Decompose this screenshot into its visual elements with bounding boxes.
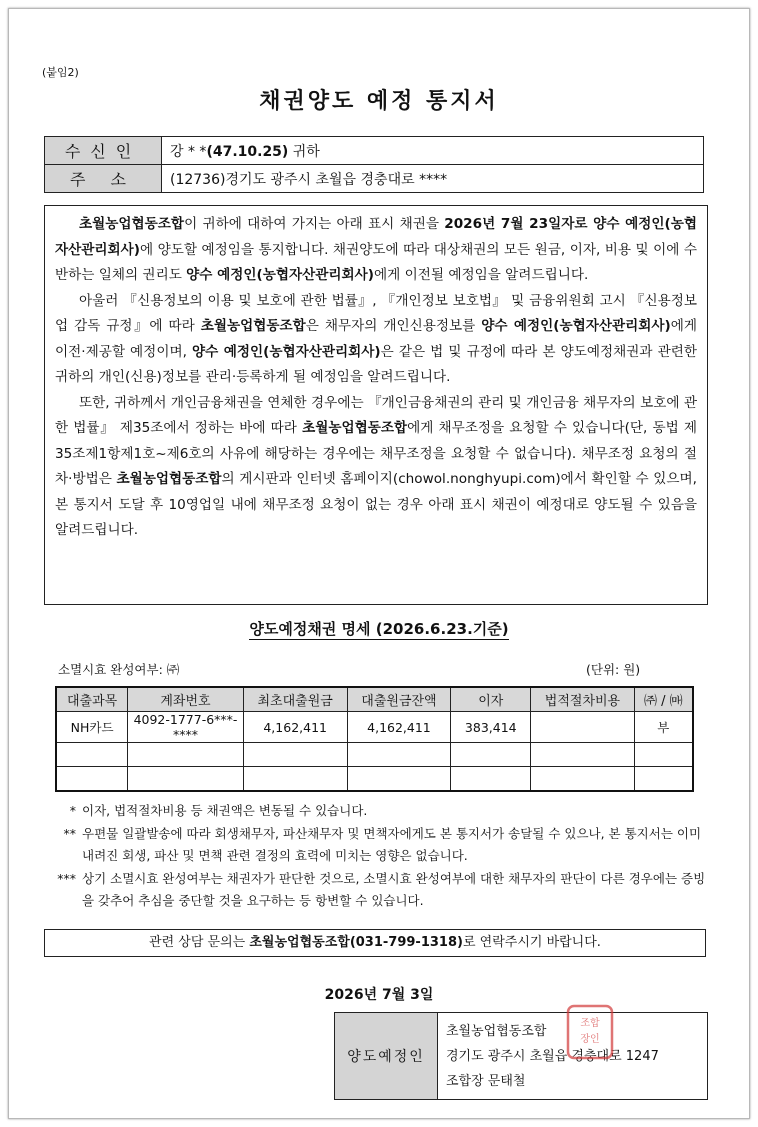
body-paragraph-3: 또한, 귀하께서 개인금융채권을 연체한 경우에는 『개인금융채권의 관리 및 개인금융 채무자의 보호에 관한 법률』 제35조에서 정하는 바에 따라 초월농업협동조합에게 채무조정을 요청할 수 있습니다(단, 동법 제35조제1항제1호~제6호의 사유에 해당하는 경우에는 채무조정을 요청할 수 없습니다). 채무조정 요청의 절차·방법은 초월농업협동조합의 게시판과 인터넷 홈페이지(chowol.nonghyupi.com)에서 확인할 수 있으며, 본 통지서 도달 후 10영업일 내에 채무조정 요청이 없는 경우 아래 표시 채권이 예정대로 양도될 수 있음을 알려드립니다.: [55, 394, 697, 538]
header-cell: 이자: [451, 687, 531, 712]
table-cell: [128, 743, 244, 767]
table-row: [56, 767, 693, 792]
table-row: [56, 743, 693, 767]
table-cell: [243, 743, 347, 767]
recipient-name: 강 * *: [170, 143, 207, 160]
sender-org: 초월농업협동조합: [446, 1023, 547, 1039]
table-cell: [531, 712, 634, 743]
table-cell: [56, 743, 128, 767]
issue-date: 2026년 7월 3일: [324, 987, 434, 1003]
footnote: [52, 868, 712, 913]
table-cell: 383,414: [451, 712, 531, 743]
table-cell: [531, 743, 634, 767]
table-cell: NH카드: [56, 712, 128, 743]
recipient-birth: (47.10.25): [206, 143, 289, 160]
address-row: [45, 165, 704, 193]
document-title: 채권양도 예정 통지서: [259, 89, 499, 114]
table-header-row: [56, 687, 693, 712]
footnotes: [52, 800, 712, 913]
body-paragraph-1: 초월농업협동조합이 귀하에 대하여 가지는 아래 표시 채권을 2026년 7월 23일자로 양수 예정인(농협자산관리회사)에 양도할 예정임을 통지합니다. 채권양도에 따라 대상채권의 모든 원금, 이자, 비용 및 이에 수반하는 일체의 권리도 양수 예정인(농협자산관리회사)에게 이전될 예정임을 알려드립니다.: [55, 216, 698, 283]
sender-row: [335, 1013, 708, 1100]
header-cell: 법적절차비용: [531, 687, 634, 712]
footnote: [52, 800, 712, 823]
header-cell: 대출과목: [56, 687, 128, 712]
header-cell: 최초대출원금: [243, 687, 347, 712]
sender-representative: 조합장 문태철: [446, 1073, 526, 1089]
footnote-mark: ***: [57, 870, 76, 886]
header-cell: 계좌번호: [128, 687, 244, 712]
statement-title: 양도예정채권 명세 (2026.6.23.기준): [249, 620, 509, 638]
footnote-text: 이자, 법적절차비용 등 채권액은 변동될 수 있습니다.: [82, 803, 368, 818]
table-cell: [451, 767, 531, 792]
table-cell: 4,162,411: [243, 712, 347, 743]
svg-text:조합: 조합: [580, 1018, 600, 1029]
attachment-label: (붙임2): [42, 66, 79, 79]
address-value: (12736)경기도 광주시 초월읍 경충대로 ****: [162, 165, 704, 193]
table-cell: [531, 767, 634, 792]
unit-label: (단위: 원): [586, 662, 641, 677]
table-cell: [347, 743, 451, 767]
table-cell: [451, 743, 531, 767]
table-cell: [634, 767, 693, 792]
table-cell: [243, 767, 347, 792]
svg-text:장인: 장인: [580, 1034, 600, 1045]
contact-phone: 초월농업협동조합(031-799-1318): [249, 935, 463, 950]
footnote-mark: **: [63, 825, 76, 841]
address-label: 주 소: [45, 165, 162, 193]
recipient-value: [162, 137, 704, 165]
table-cell: [347, 767, 451, 792]
header-cell: 대출원금잔액: [347, 687, 451, 712]
recipient-label: 수신인: [45, 137, 162, 165]
contact-box: 관련 상담 문의는 초월농업협동조합(031-799-1318)로 연락주시기 바랍니다.: [44, 929, 706, 957]
recipient-table: [44, 136, 704, 193]
footnote-mark: *: [69, 803, 76, 818]
table-row: [56, 712, 693, 743]
table-cell: [128, 767, 244, 792]
recipient-suffix: 귀하: [288, 143, 320, 160]
sender-address: 경기도 광주시 초월읍 경충대로 1247: [446, 1048, 659, 1064]
notice-body: [44, 205, 708, 605]
claims-table: [55, 686, 694, 792]
header-cell: ㈜ / ㈒: [634, 687, 693, 712]
footnote-text: 우편물 일괄발송에 따라 회생채무자, 파산채무자 및 면책자에게도 본 통지서가 송달될 수 있으나, 본 통지서는 이미 내려진 회생, 파산 및 면책 관련 결정의 효력에 미치는 영향은 없습니다.: [82, 825, 702, 863]
recipient-row: [45, 137, 704, 165]
official-seal-icon: [566, 1004, 614, 1060]
sender-table: [334, 1012, 708, 1100]
footnote-text: 상기 소멸시효 완성여부는 채권자가 판단한 것으로, 소멸시효 완성여부에 대한 채무자의 판단이 다른 경우에는 증빙을 갖추어 추심을 중단할 것을 요구하는 등 항변할 수 있습니다.: [82, 870, 706, 908]
table-cell: [56, 767, 128, 792]
table-cell: 부: [634, 712, 693, 743]
body-paragraph-2: 아울러 『신용정보의 이용 및 보호에 관한 법률』, 『개인정보 보호법』 및 금융위원회 고시 『신용정보업 감독 규정』에 따라 초월농업협동조합은 채무자의 개인신용정보를 양수 예정인(농협자산관리회사)에게 이전·제공할 예정이며, 양수 예정인(농협자산관리회사)은 같은 법 및 규정에 따라 본 양도예정채권과 관련한 귀하의 개인(신용)정보를 관리·등록하게 될 예정임을 알려드립니다.: [55, 292, 697, 385]
table-cell: 4,162,411: [347, 712, 451, 743]
sender-label: 양도예정인: [335, 1013, 438, 1100]
footnote: [52, 823, 712, 868]
prescription-status: 소멸시효 완성여부: ㈜: [58, 662, 180, 677]
table-cell: [634, 743, 693, 767]
table-cell: 4092-1777-6***-****: [128, 712, 244, 743]
